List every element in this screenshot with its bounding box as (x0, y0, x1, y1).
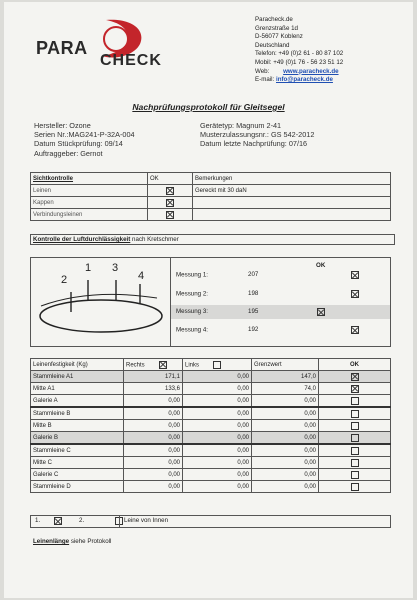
option-two-label: 2. (79, 517, 85, 524)
ok-header: OK (319, 359, 391, 371)
table-row (31, 420, 391, 432)
row-name: Stammleine D (31, 481, 124, 493)
ok-cell (319, 395, 391, 408)
left-value: 0,00 (183, 395, 252, 408)
measurement-label: Messung 3: (176, 308, 208, 315)
logo-para-text: PARA (36, 38, 88, 58)
right-label: Rechts (126, 362, 145, 369)
air-check-heading: Kontrolle der Luftdurchlässigkeit (33, 236, 131, 243)
limit-value: 0,00 (252, 444, 319, 457)
address-line: Paracheck.de (255, 16, 293, 23)
measurement-row (176, 326, 386, 334)
right-value: 0,00 (124, 469, 183, 481)
ok-checkbox[interactable] (166, 187, 174, 195)
table-row (31, 383, 391, 395)
measurement-row (176, 271, 386, 279)
ok-cell (319, 469, 391, 481)
client: Auftraggeber: Gernot (34, 148, 103, 158)
left-value: 0,00 (183, 481, 252, 493)
table-row (31, 209, 391, 221)
row-label: Kappen (31, 197, 148, 209)
right-value: 0,00 (124, 432, 183, 445)
ok-cell (319, 383, 391, 395)
table-row (31, 432, 391, 445)
right-checkbox[interactable] (159, 361, 167, 369)
measurement-label: Messung 2: (176, 290, 208, 298)
right-value: 0,00 (124, 481, 183, 493)
ok-checkbox[interactable] (351, 373, 359, 381)
phone-line: Telefon: +49 (0)2 61 - 80 87 102 (255, 50, 344, 58)
measurement-value: 198 (248, 290, 259, 297)
logo-check-text: CHECK (100, 52, 162, 69)
ok-cell (319, 371, 391, 383)
table-row (31, 444, 391, 457)
line-length-row (33, 538, 111, 545)
row-name: Stammleine A1 (31, 371, 124, 383)
ok-checkbox[interactable] (351, 290, 359, 298)
right-value: 0,00 (124, 457, 183, 469)
left-value: 0,00 (183, 383, 252, 395)
air-check-box (30, 257, 391, 347)
inner-line-note: Leine von Innen (124, 517, 169, 524)
limit-value: 147,0 (252, 371, 319, 383)
row-name: Galerie C (31, 469, 124, 481)
point-label: 1 (85, 262, 92, 274)
measurement-row (171, 305, 390, 319)
ok-checkbox[interactable] (351, 326, 359, 334)
ok-checkbox[interactable] (351, 271, 359, 279)
left-value: 0,00 (183, 420, 252, 432)
row-remark (193, 197, 391, 209)
ok-cell (319, 481, 391, 493)
address-line: Deutschland (255, 41, 290, 49)
left-checkbox[interactable] (213, 361, 221, 369)
page-title: Nachprüfungsprotokoll für Gleitsegel (132, 102, 285, 112)
row-name: Mitte B (31, 420, 124, 432)
serial-number: Serien Nr.:MAG241-P-32A-004 (34, 130, 135, 140)
divider (170, 258, 171, 346)
strength-heading: Leinenfestigkeit (Kg) (31, 359, 124, 371)
ok-checkbox[interactable] (351, 385, 359, 393)
email-label: E-mail: (255, 76, 275, 84)
left-value: 0,00 (183, 469, 252, 481)
ok-cell (319, 420, 391, 432)
ok-checkbox[interactable] (166, 211, 174, 219)
ok-checkbox[interactable] (351, 447, 359, 455)
piece-test-date: Datum Stückprüfung: 09/14 (34, 139, 123, 149)
option-one-checkbox[interactable] (54, 517, 62, 525)
air-check-heading-row (30, 234, 395, 245)
ok-cell (319, 444, 391, 457)
table-row (31, 469, 391, 481)
left-value: 0,00 (183, 444, 252, 457)
left-value: 0,00 (183, 371, 252, 383)
limit-header: Grenzwert (252, 359, 319, 371)
line-length-label: Leinenlänge (33, 538, 70, 545)
info-left (34, 121, 135, 158)
limit-value: 74,0 (252, 383, 319, 395)
last-check-date: Datum letzte Nachprüfung: 07/16 (200, 139, 308, 149)
measurement-row (176, 290, 386, 298)
line-length-note: siehe Protokoll (69, 538, 112, 545)
row-name: Stammleine C (31, 444, 124, 457)
visual-check-heading: Sichtkontrolle (31, 173, 148, 185)
ok-cell (319, 407, 391, 420)
protocol-page (4, 2, 413, 598)
row-name: Galerie B (31, 432, 124, 445)
ok-checkbox[interactable] (351, 483, 359, 491)
address-line: D-56077 Koblenz (255, 33, 303, 41)
limit-value: 0,00 (252, 395, 319, 408)
remarks-header: Bemerkungen (193, 173, 391, 185)
row-name: Galerie A (31, 395, 124, 408)
info-right (200, 121, 314, 149)
limit-value: 0,00 (252, 469, 319, 481)
right-value: 0,00 (124, 395, 183, 408)
left-value: 0,00 (183, 457, 252, 469)
table-row (31, 481, 391, 493)
row-remark (193, 209, 391, 221)
line-strength-table (30, 358, 391, 493)
point-label: 3 (112, 262, 119, 274)
table-row (31, 185, 391, 197)
web-label: Web: (255, 67, 270, 75)
limit-value: 0,00 (252, 432, 319, 445)
address-line: Grenzstraße 1d (255, 24, 298, 32)
ok-cell (319, 432, 391, 445)
row-name: Mitte C (31, 457, 124, 469)
table-row (31, 371, 391, 383)
ok-header: OK (148, 173, 193, 185)
address-block (255, 16, 405, 85)
table-row (31, 407, 391, 420)
limit-value: 0,00 (252, 407, 319, 420)
ok-checkbox[interactable] (351, 410, 359, 418)
limit-value: 0,00 (252, 481, 319, 493)
measurement-value: 192 (248, 326, 259, 333)
limit-value: 0,00 (252, 420, 319, 432)
canopy-diagram (31, 258, 169, 346)
left-value: 0,00 (183, 432, 252, 445)
logo (36, 16, 176, 69)
measurement-label: Messung 1: (176, 271, 208, 279)
option-one-label: 1. (35, 517, 41, 524)
strength-header-row (31, 359, 391, 371)
ok-checkbox[interactable] (351, 459, 359, 467)
measurement-label: Messung 4: (176, 326, 208, 334)
row-name: Stammleine B (31, 407, 124, 420)
row-remark: Gereckt mit 30 daN (193, 185, 391, 197)
divider (119, 516, 120, 527)
ok-checkbox[interactable] (351, 397, 359, 405)
left-label: Links (185, 362, 200, 369)
air-check-method: nach Kretschmer (130, 236, 179, 243)
ok-cell (319, 457, 391, 469)
ok-checkbox[interactable] (351, 471, 359, 479)
right-value: 171,1 (124, 371, 183, 383)
left-value: 0,00 (183, 407, 252, 420)
table-row (31, 457, 391, 469)
point-label: 2 (61, 274, 68, 286)
row-label: Leinen (31, 185, 148, 197)
ok-checkbox[interactable] (351, 434, 359, 442)
right-value: 0,00 (124, 420, 183, 432)
air-ok-header: OK (316, 262, 326, 269)
point-label: 4 (138, 270, 145, 282)
mobile-line: Mobil: +49 (0)1 76 - 56 23 51 12 (255, 58, 344, 66)
web-link[interactable]: www.paracheck.de (283, 67, 339, 75)
limit-value: 0,00 (252, 457, 319, 469)
right-value: 0,00 (124, 444, 183, 457)
ok-checkbox[interactable] (317, 308, 325, 316)
row-label: Verbindungsleinen (31, 209, 148, 221)
row-name: Mitte A1 (31, 383, 124, 395)
device-type: Gerätetyp: Magnum 2-41 (200, 121, 282, 130)
manufacturer: Hersteller: Ozone (34, 121, 91, 130)
table-row (31, 395, 391, 408)
ok-checkbox[interactable] (351, 422, 359, 430)
ok-checkbox[interactable] (166, 199, 174, 207)
table-row (31, 197, 391, 209)
approval-number: Musterzulassungsnr.: GS 542-2012 (200, 130, 315, 140)
right-value: 0,00 (124, 407, 183, 420)
visual-check-table (30, 172, 391, 221)
email-link[interactable]: info@paracheck.de (276, 76, 333, 84)
right-value: 133,6 (124, 383, 183, 395)
measurement-value: 207 (248, 271, 259, 278)
strength-footer-row (30, 515, 391, 528)
measurement-value: 195 (248, 308, 259, 315)
